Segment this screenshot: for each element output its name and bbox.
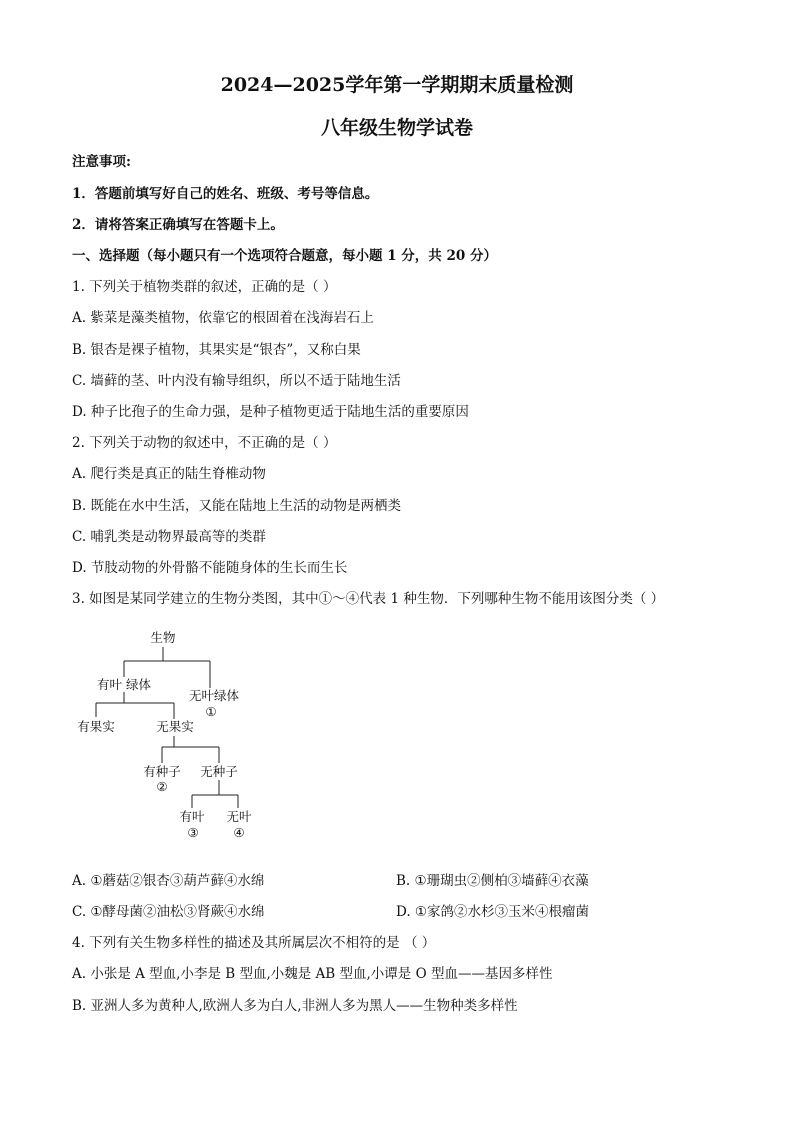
question-option: D. ①家鸽②水杉③玉米④根瘤菌 <box>396 904 590 920</box>
question-option: C. ①酵母菌②油松③肾蕨④水绵 <box>72 904 265 920</box>
node-no-fruit: 无果实 <box>156 719 194 734</box>
node-mark-1: ① <box>205 704 217 719</box>
note-item: 2．请将答案正确填写在答题卡上。 <box>72 217 284 233</box>
question-stem: 1. 下列关于植物类群的叙述，正确的是（ ） <box>72 279 337 295</box>
question-stem: 4. 下列有关生物多样性的描述及其所属层次不相符的是 （ ） <box>72 935 436 951</box>
question-stem: 2. 下列关于动物的叙述中，不正确的是（ ） <box>72 435 337 451</box>
notes-heading: 注意事项: <box>72 154 131 170</box>
question-option: A. ①蘑菇②银杏③葫芦藓④水绵 <box>72 873 265 889</box>
question-option: A. 小张是 A 型血,小李是 B 型血,小魏是 AB 型血,小谭是 O 型血——基因多样性 <box>72 966 553 982</box>
question-stem: 3. 如图是某同学建立的生物分类图，其中①～④代表 1 种生物．下列哪种生物不能用该图分类（ ） <box>72 591 665 607</box>
node-has-chlorophyll: 有叶 绿体 <box>97 677 151 692</box>
question-option: B. 既能在水中生活，又能在陆地上生活的动物是两栖类 <box>72 498 402 514</box>
exam-subtitle: 八年级生物学试卷 <box>320 117 473 139</box>
question-option: A. 爬行类是真正的陆生脊椎动物 <box>72 466 266 482</box>
exam-title: 2024—2025学年第一学期期末质量检测 <box>220 74 574 96</box>
node-mark-3: ③ <box>187 825 199 840</box>
note-item: 1．答题前填写好自己的姓名、班级、考号等信息。 <box>72 186 379 202</box>
question-option: D. 种子比孢子的生命力强，是种子植物更适于陆地生活的重要原因 <box>72 404 469 420</box>
question-option: C. 哺乳类是动物界最高等的类群 <box>72 529 266 545</box>
question-option: B. 亚洲人多为黄种人,欧洲人多为白人,非洲人多为黑人——生物种类多样性 <box>72 998 518 1014</box>
node-no-seed: 无种子 <box>200 764 238 779</box>
node-root: 生物 <box>150 630 176 645</box>
node-has-seed: 有种子 <box>143 764 181 779</box>
node-has-fruit: 有果实 <box>77 719 115 734</box>
node-no-leaf: 无叶 <box>226 809 252 824</box>
question-option: C. 墙藓的茎、叶内没有输导组织，所以不适于陆地生活 <box>72 373 401 389</box>
section-heading: 一、选择题（每小题只有一个选项符合题意，每小题 1 分，共 20 分） <box>72 248 497 264</box>
question-option: B. ①珊瑚虫②侧柏③墙藓④衣藻 <box>396 873 589 889</box>
node-mark-2: ② <box>156 779 168 794</box>
node-mark-4: ④ <box>233 825 245 840</box>
question-option: B. 银杏是裸子植物，其果实是“银杏”，又称白果 <box>72 342 361 358</box>
question-option: A. 紫菜是藻类植物，依靠它的根固着在浅海岩石上 <box>72 310 374 326</box>
node-no-chlorophyll: 无叶绿体 <box>188 688 240 703</box>
node-has-leaf: 有叶 <box>179 809 205 824</box>
question-option: D. 节肢动物的外骨骼不能随身体的生长而生长 <box>72 560 348 576</box>
